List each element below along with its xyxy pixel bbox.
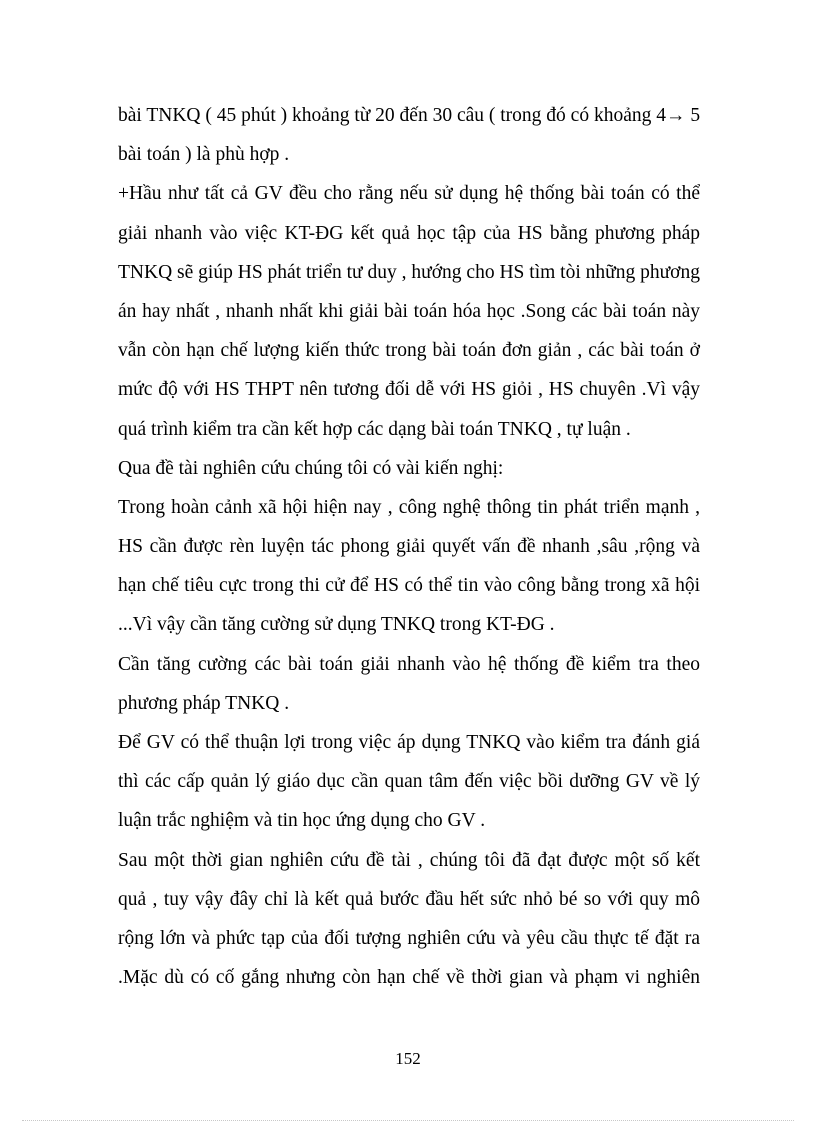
text-line-13: hạn chế tiêu cực trong thi cử để HS có thể tin vào công bằng trong xã hội: [118, 575, 700, 597]
text-line-16: phương pháp TNKQ .: [118, 692, 290, 714]
text-line-11: Trong hoàn cảnh xã hội hiện nay , công nghệ thông tin phát triển mạnh ,: [118, 496, 700, 518]
page-divider: [22, 1120, 794, 1121]
text-line-9: quá trình kiểm tra cần kết hợp các dạng bài toán TNKQ , tự luận .: [118, 418, 631, 440]
text-line-14: ...Vì vậy cần tăng cường sử dụng TNKQ trong KT-ĐG .: [118, 614, 555, 636]
text-line-7: vẫn còn hạn chế lượng kiến thức trong bài toán đơn giản , các bài toán ở: [118, 340, 700, 362]
page-number: 152: [395, 1049, 421, 1068]
text-line-19: luận trắc nghiệm và tin học ứng dụng cho GV .: [118, 810, 486, 832]
text-line-15: Cần tăng cường các bài toán giải nhanh vào hệ thống đề kiểm tra theo: [118, 653, 700, 675]
text-line-4: giải nhanh vào việc KT-ĐG kết quả học tập của HS bằng phương pháp: [118, 222, 700, 244]
text-line-23: .Mặc dù có cố gắng nhưng còn hạn chế về thời gian và phạm vi nghiên: [118, 967, 700, 989]
text-line-6: án hay nhất , nhanh nhất khi giải bài toán hóa học .Song các bài toán này: [118, 300, 700, 322]
body-text: [118, 96, 700, 997]
text-line-22: rộng lớn và phức tạp của đối tượng nghiên cứu và yêu cầu thực tế đặt ra: [118, 927, 700, 949]
text-line-18: thì các cấp quản lý giáo dục cần quan tâm đến việc bồi dưỡng GV về lý: [118, 771, 700, 793]
text-line-12: HS cần được rèn luyện tác phong giải quyết vấn đề nhanh ,sâu ,rộng và: [118, 536, 700, 558]
text-line-3: +Hầu như tất cả GV đều cho rằng nếu sử dụng hệ thống bài toán có thể: [118, 183, 700, 205]
text-line-8: mức độ với HS THPT nên tương đối dễ với HS giỏi , HS chuyên .Vì vậy: [118, 379, 700, 401]
text-line-10: Qua đề tài nghiên cứu chúng tôi có vài kiến nghị:: [118, 457, 504, 479]
text-line-1: bài TNKQ ( 45 phút ) khoảng từ 20 đến 30 câu ( trong đó có khoảng 4→ 5: [118, 105, 701, 126]
text-line-2: bài toán ) là phù hợp .: [118, 144, 290, 166]
text-line-17: Để GV có thể thuận lợi trong việc áp dụng TNKQ vào kiểm tra đánh giá: [118, 732, 700, 753]
text-line-5: TNKQ sẽ giúp HS phát triển tư duy , hướng cho HS tìm tòi những phương: [118, 261, 700, 283]
text-line-21: quả , tuy vậy đây chỉ là kết quả bước đầu hết sức nhỏ bé so với quy mô: [118, 888, 700, 910]
text-line-20: Sau một thời gian nghiên cứu đề tài , chúng tôi đã đạt được một số kết: [118, 849, 700, 871]
